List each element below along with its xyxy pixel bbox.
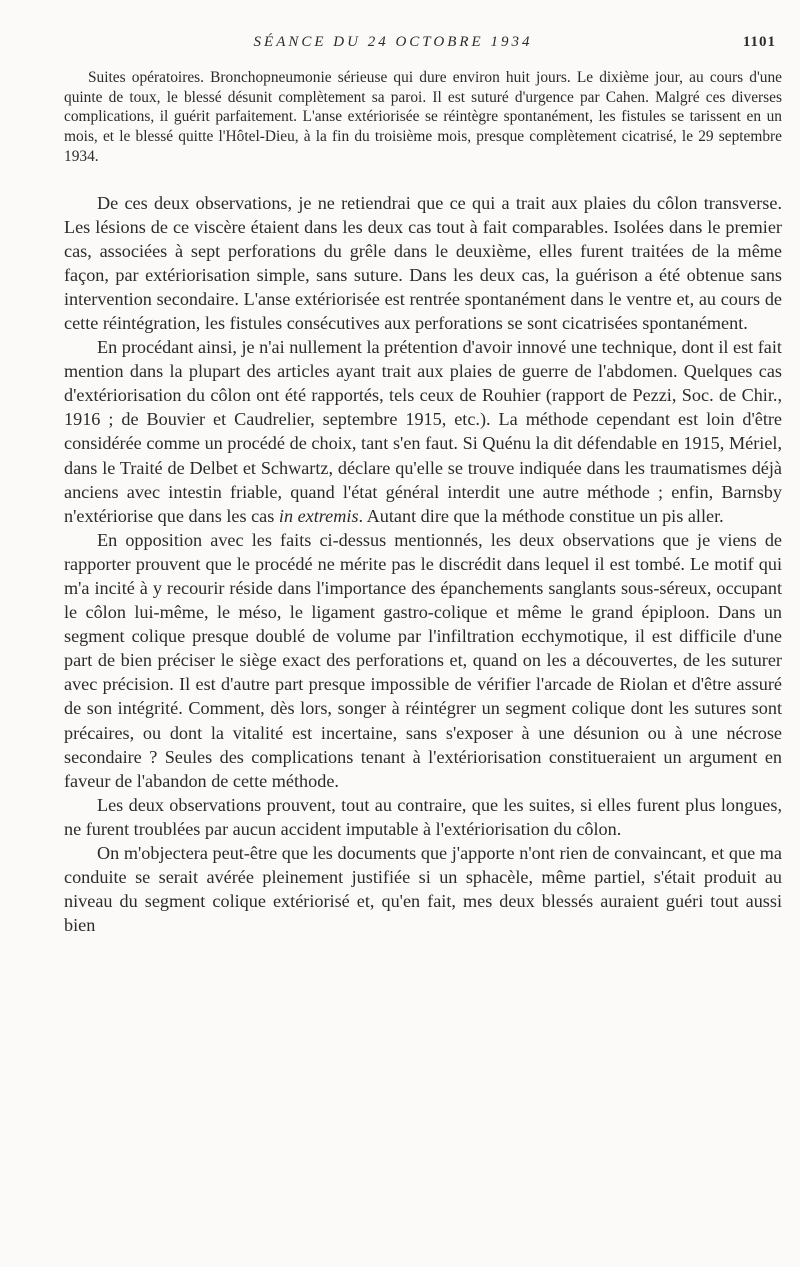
- paragraph-2-text-after: . Autant dire que la méthode constitue un pis aller.: [358, 505, 724, 526]
- latin-phrase: in extremis: [278, 505, 359, 526]
- intro-paragraph: Suites opératoires. Bronchopneumonie sérieuse qui dure environ huit jours. Le dixième jour, au cours d'une quinte de toux, le blessé désunit complètement sa paroi. Il est suturé d'urgence par Cahen. Malgré ces diverses complications, il guérit parfaitement. L'anse extériorisée se réintègre spontanément, les fistules se tarissent en un mois, et le blessé quitte l'Hôtel-Dieu, à la fin du troisième mois, presque complètement cicatrisé, le 29 septembre 1934.: [64, 69, 782, 165]
- paragraph-1: De ces deux observations, je ne retiendrai que ce qui a trait aux plaies du côlon transverse. Les lésions de ce viscère étaient dans les deux cas tout à fait comparables. Isolées dans le premier cas, associées à sept perforations du grêle dans le deuxième, elles furent traitées de la même façon, par extériorisation simple, sans suture. Dans les deux cas, la guérison a été obtenue sans intervention secondaire. L'anse extériorisée est rentrée spontanément dans le ventre et, au cours de cette réintégration, les fistules consécutives aux perforations se sont cicatrisées spontanément.: [64, 192, 782, 333]
- running-head: [64, 34, 782, 60]
- body-text: [64, 191, 782, 938]
- paragraph-5: On m'objectera peut-être que les documents que j'apporte n'ont rien de convaincant, et que ma conduite se serait avérée pleinement justifiée si un sphacèle, même partiel, s'était produit au niveau du segment colique extériorisé et, qu'en fait, mes deux blessés auraient guéri tout aussi bien: [64, 843, 782, 936]
- paragraph-2: [64, 335, 782, 528]
- paragraph-2-text-before: En procédant ainsi, je n'ai nullement la prétention d'avoir innové une technique, dont il est fait mention dans la plupart des articles ayant trait aux plaies de guerre de l'abdomen. Quelques cas d'extériorisation du côlon ont été rapportés, tels ceux de Rouhier (rapport de Pezzi, Soc. de Chir., 1916 ; de Bouvier et Caudrelier, septembre 1915, etc.). La méthode cependant est loin d'être considérée comme un procédé de choix, tant s'en faut. Si Quénu la dit défendable en 1915, Mériel, dans le Traité de Delbet et Schwartz, déclare qu'elle se trouve indiquée dans les traumatismes déjà anciens avec intestin friable, quand l'état général interdit une autre méthode ; enfin, Barnsby n'extériorise que dans les cas: [64, 337, 782, 526]
- running-title: SÉANCE DU 24 OCTOBRE 1934: [253, 34, 533, 50]
- paragraph-4: Les deux observations prouvent, tout au contraire, que les suites, si elles furent plus longues, ne furent troublées par aucun accident imputable à l'extériorisation du côlon.: [64, 794, 782, 839]
- paragraph-3: En opposition avec les faits ci-dessus mentionnés, les deux observations que je viens de rapporter prouvent que le procédé ne mérite pas le discrédit dans lequel il est tombé. Le motif qui m'a incité à y recourir réside dans l'importance des épanchements sanglants sous-séreux, occupant le côlon lui-même, le méso, le ligament gastro-colique et même le grand épiploon. Dans un segment colique presque doublé de volume par l'infiltration ecchymotique, il est difficile d'une part de bien préciser le siège exact des perforations et, quand on les a découvertes, de les suturer avec précision. Il est d'autre part presque impossible de vérifier l'arcade de Riolan et d'être assuré de son intégrité. Comment, dès lors, songer à réintégrer un segment colique dont les sutures sont précaires, ou dont la vitalité est incertaine, sans s'exposer à une désunion ou à une nécrose secondaire ? Seules des complications tenant à l'extériorisation constitueraient un argument en faveur de l'abandon de cette méthode.: [64, 529, 782, 791]
- page-number: 1101: [742, 34, 776, 50]
